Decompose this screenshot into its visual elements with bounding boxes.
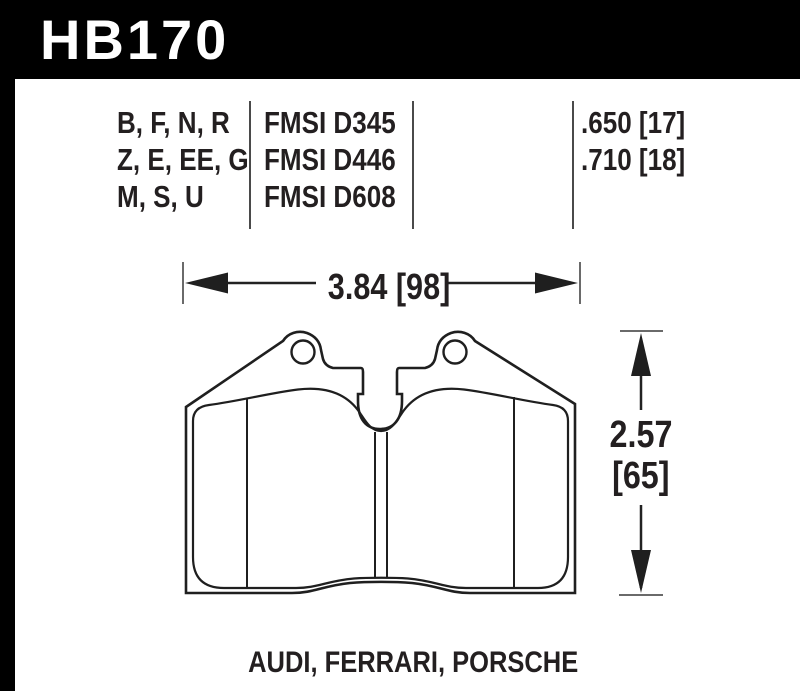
fmsi-column <box>264 104 421 215</box>
backing-plate-outline <box>186 332 575 593</box>
height-dimension-label-inches: 2.57 <box>609 414 673 456</box>
part-number-banner <box>0 0 800 79</box>
thickness-row <box>581 141 705 178</box>
table-separator-3 <box>572 101 574 229</box>
compound-codes-2: Z, E, EE, G <box>117 142 249 177</box>
pad-outline-group <box>186 332 575 593</box>
arrow-right-icon <box>535 273 578 294</box>
vehicle-applications: AUDI, FERRARI, PORSCHE <box>247 646 579 679</box>
arrow-left-icon <box>185 273 228 294</box>
fmsi-number-3: FMSI D608 <box>264 179 396 214</box>
fmsi-row <box>264 141 421 178</box>
table-separator-2 <box>412 101 414 229</box>
thickness-value-2: .710 [18] <box>581 142 686 177</box>
thickness-value-1: .650 [17] <box>581 105 686 140</box>
compound-codes-1: B, F, N, R <box>117 105 230 140</box>
fmsi-row <box>264 104 421 141</box>
part-number: HB170 <box>40 7 230 71</box>
arrow-up-icon <box>631 333 651 376</box>
fmsi-row <box>264 178 421 215</box>
mounting-hole-left <box>292 341 315 364</box>
height-dimension-label-mm: [65] <box>612 455 670 497</box>
thickness-row <box>581 104 705 141</box>
friction-pad-outline <box>193 389 568 588</box>
table-separator-1 <box>249 101 251 229</box>
width-dimension-label: 3.84 [98] <box>327 266 451 307</box>
mounting-hole-right <box>444 341 467 364</box>
left-border-strip <box>0 0 15 691</box>
fmsi-number-1: FMSI D345 <box>264 105 396 140</box>
thickness-column <box>581 104 705 178</box>
fmsi-number-2: FMSI D446 <box>264 142 396 177</box>
arrow-down-icon <box>631 550 651 593</box>
compound-codes-3: M, S, U <box>117 179 204 214</box>
